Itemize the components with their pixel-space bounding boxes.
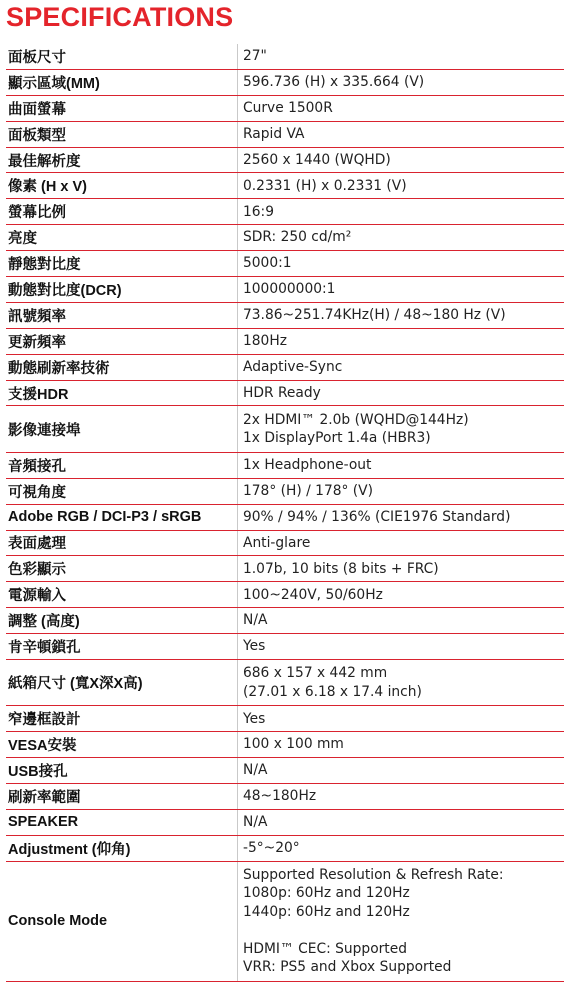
spec-row [6, 70, 564, 96]
spec-label: 面板尺寸 [6, 44, 238, 69]
spec-label: 動態刷新率技術 [6, 355, 238, 380]
spec-value-line: HDMI™ CEC: Supported [243, 940, 407, 957]
spec-label: 肯辛頓鎖孔 [6, 634, 238, 659]
spec-value-line: 48~180Hz [243, 788, 317, 805]
spec-value [238, 531, 564, 556]
spec-value-line: Anti-glare [243, 534, 311, 551]
spec-value [238, 660, 564, 705]
spec-value-line: VRR: PS5 and Xbox Supported [243, 959, 452, 976]
spec-label: 訊號頻率 [6, 303, 238, 328]
spec-value-line: 180Hz [243, 332, 287, 349]
spec-value-line: Supported Resolution & Refresh Rate: [243, 866, 504, 883]
spec-row [6, 810, 564, 836]
spec-value [238, 706, 564, 731]
spec-value-line: 100~240V, 50/60Hz [243, 586, 383, 603]
spec-row [6, 784, 564, 810]
spec-value [238, 406, 564, 451]
spec-value-line: Yes [243, 710, 266, 727]
spec-label: VESA安裝 [6, 732, 238, 757]
spec-value-line: 1x Headphone-out [243, 457, 372, 474]
spec-row [6, 355, 564, 381]
spec-label: 曲面螢幕 [6, 96, 238, 121]
spec-row [6, 329, 564, 355]
spec-value [238, 70, 564, 95]
spec-value [238, 148, 564, 173]
spec-row [6, 173, 564, 199]
spec-label: 刷新率範圍 [6, 784, 238, 809]
spec-value [238, 556, 564, 581]
spec-row [6, 660, 564, 706]
spec-value-line: N/A [243, 814, 268, 831]
spec-value-line: SDR: 250 cd/m² [243, 229, 352, 246]
spec-value-line: Adaptive-Sync [243, 358, 343, 375]
spec-label: USB接孔 [6, 758, 238, 783]
spec-row [6, 758, 564, 784]
spec-value-line: 686 x 157 x 442 mm [243, 665, 388, 682]
spec-value-line: HDR Ready [243, 384, 321, 401]
spec-row [6, 556, 564, 582]
spec-value-line: 178° (H) / 178° (V) [243, 482, 373, 499]
spec-value-line: 1080p: 60Hz and 120Hz [243, 885, 410, 902]
spec-label: Adobe RGB / DCI-P3 / sRGB [6, 505, 238, 530]
spec-value [238, 582, 564, 607]
spec-label: 電源輸入 [6, 582, 238, 607]
spec-row [6, 303, 564, 329]
spec-value-line: 1.07b, 10 bits (8 bits + FRC) [243, 560, 439, 577]
spec-label: Console Mode [6, 862, 238, 981]
spec-label: 亮度 [6, 225, 238, 250]
spec-value-line: Curve 1500R [243, 99, 333, 116]
spec-label: 靜態對比度 [6, 251, 238, 276]
spec-row [6, 406, 564, 452]
spec-value-line: 596.736 (H) x 335.664 (V) [243, 74, 425, 91]
spec-label: Adjustment (仰角) [6, 836, 238, 861]
spec-label: 表面處理 [6, 531, 238, 556]
spec-value-line: 100000000:1 [243, 281, 336, 298]
spec-value [238, 784, 564, 809]
spec-row [6, 199, 564, 225]
spec-value [238, 608, 564, 633]
spec-row [6, 836, 564, 862]
spec-row [6, 277, 564, 303]
spec-value-line: N/A [243, 762, 268, 779]
spec-row [6, 582, 564, 608]
spec-value [238, 381, 564, 406]
spec-label: 最佳解析度 [6, 148, 238, 173]
spec-value [238, 303, 564, 328]
spec-value [238, 836, 564, 861]
spec-value-line: -5°~20° [243, 840, 300, 857]
spec-label: 紙箱尺寸 (寬X深X高) [6, 660, 238, 705]
spec-row [6, 862, 564, 982]
spec-value [238, 758, 564, 783]
spec-value [238, 225, 564, 250]
spec-row [6, 706, 564, 732]
spec-value [238, 251, 564, 276]
spec-value [238, 329, 564, 354]
spec-row [6, 381, 564, 407]
spec-row [6, 251, 564, 277]
spec-value [238, 44, 564, 69]
spec-label: 可視角度 [6, 479, 238, 504]
spec-value-line: 0.2331 (H) x 0.2331 (V) [243, 177, 407, 194]
spec-label: 更新頻率 [6, 329, 238, 354]
spec-value [238, 277, 564, 302]
spec-label: 影像連接埠 [6, 406, 238, 451]
spec-label: 色彩顯示 [6, 556, 238, 581]
spec-value [238, 173, 564, 198]
spec-row [6, 225, 564, 251]
spec-value [238, 505, 564, 530]
spec-label: 音頻接孔 [6, 453, 238, 478]
spec-value-line: N/A [243, 612, 268, 629]
spec-row [6, 505, 564, 531]
spec-label: 像素 (H x V) [6, 173, 238, 198]
spec-row [6, 44, 564, 70]
spec-row [6, 608, 564, 634]
spec-value-line: 16:9 [243, 203, 274, 220]
spec-value [238, 810, 564, 835]
spec-row [6, 453, 564, 479]
page-title: SPECIFICATIONS [6, 2, 234, 32]
spec-value-line: 90% / 94% / 136% (CIE1976 Standard) [243, 508, 511, 525]
spec-value [238, 479, 564, 504]
spec-value-line: 1440p: 60Hz and 120Hz [243, 903, 410, 920]
spec-row [6, 122, 564, 148]
spec-value-line: Yes [243, 638, 266, 655]
spec-value-line: 100 x 100 mm [243, 736, 344, 753]
spec-value-line: 5000:1 [243, 255, 292, 272]
spec-label: SPEAKER [6, 810, 238, 835]
spec-label: 窄邊框設計 [6, 706, 238, 731]
spec-value-line: 73.86~251.74KHz(H) / 48~180 Hz (V) [243, 307, 506, 324]
spec-row [6, 96, 564, 122]
spec-label: 顯示區域(MM) [6, 70, 238, 95]
spec-row [6, 732, 564, 758]
spec-value [238, 732, 564, 757]
spec-value [238, 355, 564, 380]
spec-value [238, 199, 564, 224]
spec-value [238, 634, 564, 659]
spec-value-line: (27.01 x 6.18 x 17.4 inch) [243, 683, 422, 700]
spec-row [6, 634, 564, 660]
spec-value [238, 122, 564, 147]
spec-value [238, 453, 564, 478]
spec-row [6, 479, 564, 505]
spec-value-line: Rapid VA [243, 125, 305, 142]
spec-value-line: 27" [243, 48, 267, 65]
spec-table [6, 44, 564, 982]
spec-value [238, 862, 564, 981]
spec-label: 面板類型 [6, 122, 238, 147]
spec-value-line: 1x DisplayPort 1.4a (HBR3) [243, 430, 431, 447]
spec-value [238, 96, 564, 121]
spec-label: 支援HDR [6, 381, 238, 406]
spec-label: 螢幕比例 [6, 199, 238, 224]
spec-value-line: 2x HDMI™ 2.0b (WQHD@144Hz) [243, 411, 469, 428]
spec-label: 動態對比度(DCR) [6, 277, 238, 302]
spec-value-line: 2560 x 1440 (WQHD) [243, 151, 391, 168]
spec-row [6, 531, 564, 557]
spec-label: 調整 (高度) [6, 608, 238, 633]
spec-row [6, 148, 564, 174]
